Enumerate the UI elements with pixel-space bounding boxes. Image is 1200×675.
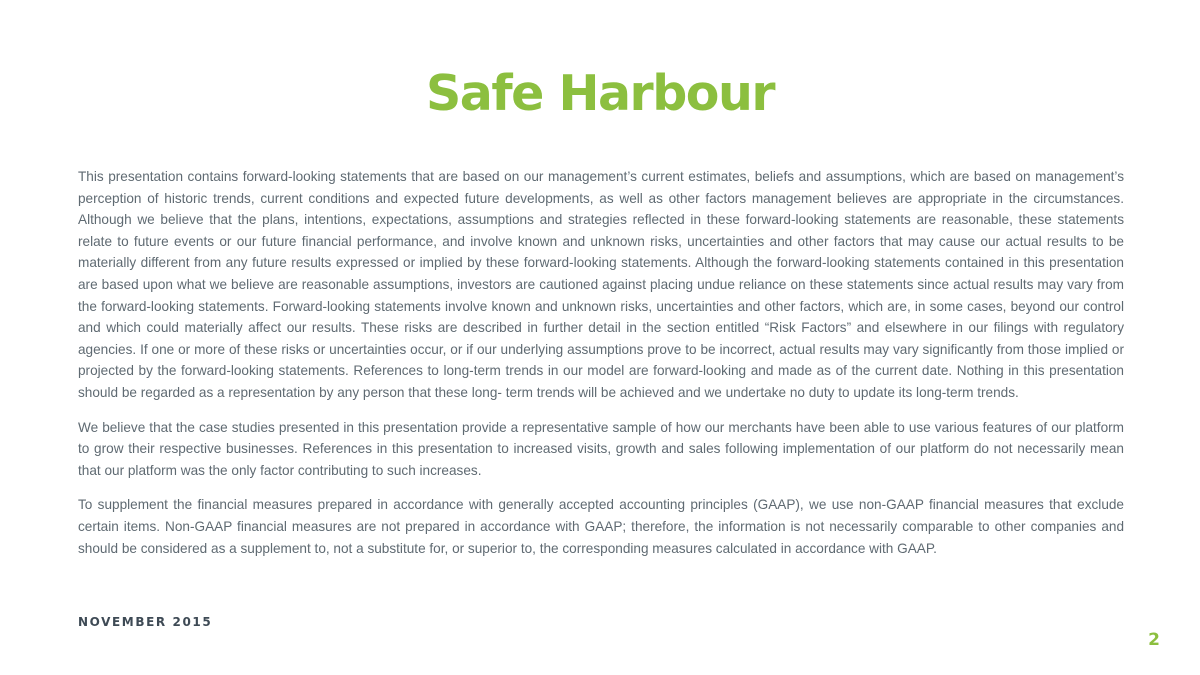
disclaimer-body: [78, 166, 1124, 572]
paragraph-case-studies: We believe that the case studies presented in this presentation provide a representative sample of how our merchants have been able to use various features of our platform to grow their respective businesses. References in this presentation to increased visits, growth and sales following implementation of our platform do not necessarily mean that our platform was the only factor contributing to such increases.: [78, 419, 1124, 478]
slide-title: Safe Harbour: [426, 65, 774, 122]
presentation-date: NOVEMBER 2015: [78, 615, 213, 629]
page-number: 2: [1148, 630, 1160, 650]
paragraph-non-gaap: To supplement the financial measures prepared in accordance with generally accepted accounting principles (GAAP), we use non-GAAP financial measures that exclude certain items. Non-GAAP financial measures are not prepared in accordance with GAAP; therefore, the information is not necessarily comparable to other companies and should be considered as a supplement to, not a substitute for, or superior to, the corresponding measures calculated in accordance with GAAP.: [78, 497, 1124, 556]
paragraph-forward-looking: This presentation contains forward-looking statements that are based on our management’s current estimates, beliefs and assumptions, which are based on management’s perception of historic trends, current conditions and expected future developments, as well as other factors management believes are appropriate in the circumstances. Although we believe that the plans, intentions, expectations, assumptions and strategies reflected in these forward-looking statements are reasonable, these statements relate to future events or our future financial performance, and involve known and unknown risks, uncertainties and other factors that may cause our actual results to be materially different from any future results expressed or implied by these forward-looking statements. Although the forward-looking statements contained in this presentation are based upon what we believe are reasonable assumptions, investors are cautioned against placing undue reliance on these statements since actual results may vary from the forward-looking statements. Forward-looking statements involve known and unknown risks, uncertainties and other factors, which are, in some cases, beyond our control and which could materially affect our results. These risks are described in further detail in the section entitled “Risk Factors” and elsewhere in our filings with regulatory agencies. If one or more of these risks or uncertainties occur, or if our underlying assumptions prove to be incorrect, actual results may vary significantly from those implied or projected by the forward-looking statements. References to long-term trends in our model are forward-looking and made as of the current date. Nothing in this presentation should be regarded as a representation by any person that these long- term trends will be achieved and we undertake no duty to update its long-term trends.: [78, 169, 1124, 400]
